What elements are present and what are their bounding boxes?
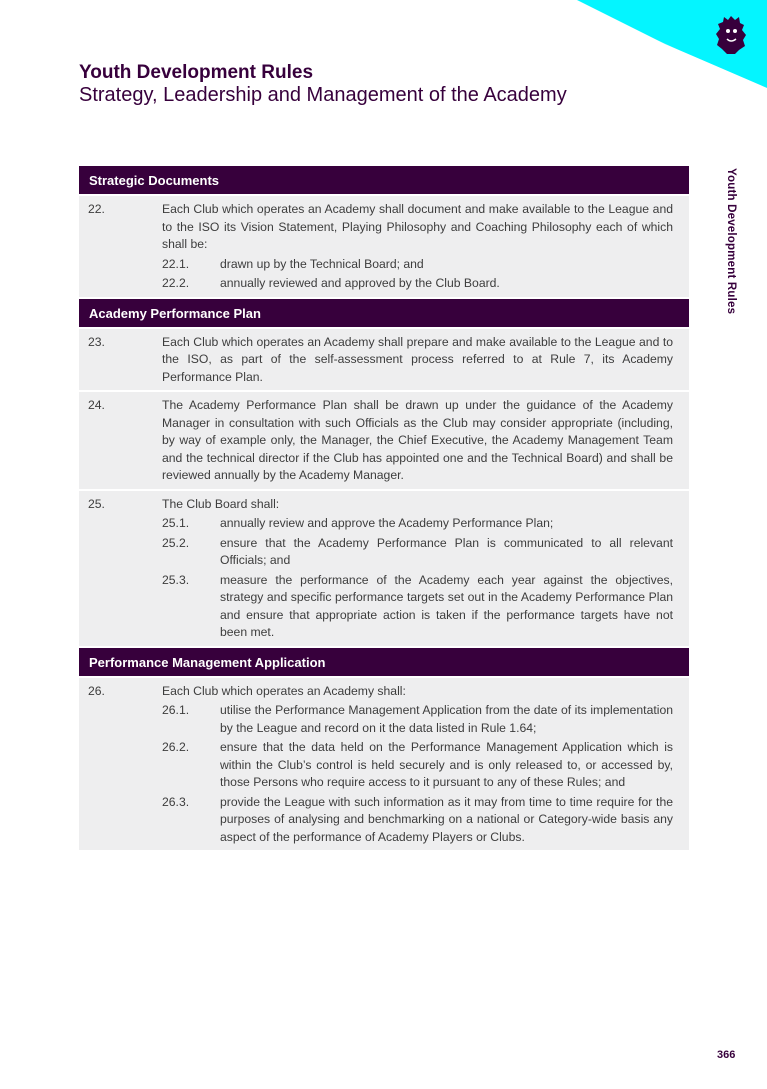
sub-rule-25-3 bbox=[162, 572, 673, 642]
rule-25 bbox=[79, 491, 689, 646]
section-header-performance-management-application: Performance Management Application bbox=[79, 648, 689, 676]
sub-rule-number: 22.1. bbox=[162, 256, 190, 271]
sub-rule-number: 26.3. bbox=[162, 794, 190, 809]
page-subtitle: Strategy, Leadership and Management of the Academy bbox=[79, 84, 567, 106]
sub-rule-number: 25.1. bbox=[162, 516, 190, 530]
rule-number: 24. bbox=[88, 398, 105, 412]
sub-rule-text: utilise the Performance Management Application from the date of its implementation by the League and record on it the data listed in Rule 1.64; bbox=[220, 703, 673, 735]
rule-26 bbox=[79, 678, 689, 851]
sub-rule-25-1 bbox=[162, 515, 673, 533]
sub-rule-number: 25.3. bbox=[162, 572, 190, 587]
sub-rule-26-3 bbox=[162, 794, 673, 847]
sub-rule-25-2 bbox=[162, 535, 673, 570]
rule-22 bbox=[79, 196, 689, 297]
sub-rule-text: measure the performance of the Academy each year against the objectives, strategy and specific performance targets set out in the Academy Performance Plan and ensure that appropriate action is taken if the performance targets have not been met. bbox=[220, 572, 673, 639]
rule-text: The Academy Performance Plan shall be drawn up under the guidance of the Academy Manager in consultation with such Officials as the Club may consider appropriate (including, by way of example only, the Manager, the Chief Executive, the Academy Management Team and the technical director if the Club has appointed one and the Technical Board) and shall be reviewed annually by the Academy Manager. bbox=[162, 398, 673, 482]
sub-rule-text: ensure that the Academy Performance Plan is communicated to all relevant Officials; and bbox=[220, 535, 673, 567]
sub-rule-26-2 bbox=[162, 739, 673, 792]
sub-rule-number: 25.2. bbox=[162, 535, 190, 550]
rule-text: The Club Board shall: bbox=[162, 496, 280, 511]
sub-rule-number: 26.1. bbox=[162, 703, 190, 717]
sub-rule-number: 26.2. bbox=[162, 740, 190, 754]
rule-number: 26. bbox=[88, 683, 105, 698]
sub-rule-22-2 bbox=[162, 275, 673, 293]
rule-24 bbox=[79, 392, 689, 489]
premier-league-lion-logo bbox=[715, 14, 747, 56]
rule-text: Each Club which operates an Academy shall prepare and make available to the League and to the ISO, as part of the self-assessment process referred to at Rule 7, its Academy Performance Plan. bbox=[162, 334, 673, 384]
sub-rule-text: provide the League with such information as it may from time to time require for the purposes of analysing and benchmarking on a national or Category-wide basis any aspect of the performance of Academy Players or Clubs. bbox=[220, 794, 673, 844]
sub-rule-text: annually reviewed and approved by the Club Board. bbox=[220, 276, 500, 290]
side-running-title: Youth Development Rules bbox=[725, 168, 737, 315]
sub-rule-number: 22.2. bbox=[162, 276, 190, 290]
rule-23 bbox=[79, 329, 689, 391]
sub-rule-26-1 bbox=[162, 702, 673, 737]
rule-number: 22. bbox=[88, 202, 105, 216]
rule-number: 23. bbox=[88, 334, 105, 349]
page-title: Youth Development Rules bbox=[79, 62, 314, 83]
sub-rule-text: annually review and approve the Academy Performance Plan; bbox=[220, 516, 554, 530]
sub-rule-text: ensure that the data held on the Performance Management Application which is within the Club’s control is held securely and is only released to, or accessed by, those Persons who require access to it pursuant to any of these Rules; and bbox=[220, 740, 673, 789]
section-header-strategic-documents: Strategic Documents bbox=[79, 166, 689, 194]
sub-rule-22-1 bbox=[162, 256, 673, 274]
section-header-academy-performance-plan: Academy Performance Plan bbox=[79, 299, 689, 327]
rule-number: 25. bbox=[88, 496, 105, 511]
rules-content bbox=[79, 166, 689, 850]
sub-rule-text: drawn up by the Technical Board; and bbox=[220, 256, 424, 271]
page-number: 366 bbox=[717, 1049, 736, 1061]
rule-text: Each Club which operates an Academy shall: bbox=[162, 683, 406, 698]
rule-text: Each Club which operates an Academy shall document and make available to the League and to the ISO its Vision Statement, Playing Philosophy and Coaching Philosophy each of which shall be: bbox=[162, 202, 673, 251]
